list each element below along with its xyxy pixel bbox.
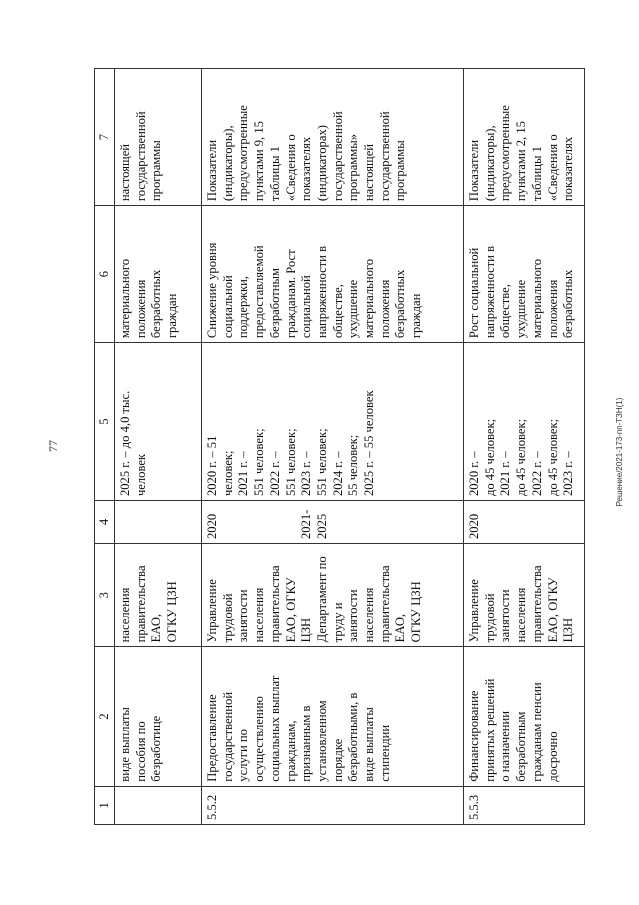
column-header: 3	[95, 544, 115, 647]
table-cell: Рост социальной напряженности в обществе, ухудшение материального положения безработных	[464, 206, 585, 343]
header-row	[95, 69, 115, 825]
table-cell: виде выплаты пособия по безработице	[115, 647, 202, 786]
table-cell: Предоставление государственной услуги по осуществлению социальных выплат гражданам, признанным в установленном порядке безработными, в виде выплаты стипендии	[202, 647, 464, 786]
column-header: 2	[95, 647, 115, 786]
table-cell: Управление трудовой занятости населения правительства ЕАО, ОГКУ ЦЗН Департамент по труду и занятости населения правительства ЕАО, ОГКУ ЦЗН	[202, 544, 464, 647]
column-header: 4	[95, 501, 115, 544]
table-cell: населения правительства ЕАО, ОГКУ ЦЗН	[115, 544, 202, 647]
page-number: 77	[46, 440, 60, 452]
table-cell: Управление трудовой занятости населения правительства ЕАО, ОГКУ ЦЗН	[464, 544, 585, 647]
document-reference: Решение/2021-173-пп-ТЗН(1)	[615, 397, 624, 507]
table-cell: 5.5.3	[464, 786, 585, 824]
table-cell: 2020 г. – 51 человек; 2021 г. – 551 человек; 2022 г. – 551 человек; 2023 г. – 551 человек; 2024 г. – 55 человек; 2025 г. – 55 человек	[202, 343, 464, 501]
table-row	[464, 69, 585, 825]
table-cell: Финансирование принятых решений о назначении безработным гражданам пенсии досрочно	[464, 647, 585, 786]
table-cell: 2020 г. – до 45 человек; 2021 г. – до 45 человек; 2022 г. – до 45 человек; 2023 г. –	[464, 343, 585, 501]
table-row	[202, 69, 464, 825]
table-cell: настоящей государственной программы	[115, 69, 202, 206]
column-header: 1	[95, 786, 115, 824]
column-header: 6	[95, 206, 115, 343]
measures-table	[94, 68, 585, 825]
table-cell	[115, 786, 202, 824]
table-cell: 2020	[464, 501, 585, 544]
column-header: 7	[95, 69, 115, 206]
table-cell: 2020 2021- 2025	[202, 501, 464, 544]
table-cell: 5.5.2	[202, 786, 464, 824]
table-cell: Снижение уровня социальной поддержки, предоставляемой безработным гражданам. Рост социальной напряженности в обществе, ухудшение материального положения безработных граждан	[202, 206, 464, 343]
table-cell: 2025 г. – до 4,0 тыс. человек	[115, 343, 202, 501]
table-cell: Показатели (индикаторы), предусмотренные пунктами 9, 15 таблицы 1 «Сведения о показателях (индикаторах) государственной программы» настоящей государственной программы	[202, 69, 464, 206]
table-cell: Показатели (индикаторы), предусмотренные пунктами 2, 15 таблицы 1 «Сведения о показателях	[464, 69, 585, 206]
table-row	[115, 69, 202, 825]
table-container	[94, 68, 585, 825]
table-cell: материального положения безработных граждан	[115, 206, 202, 343]
table-cell	[115, 501, 202, 544]
column-header: 5	[95, 343, 115, 501]
